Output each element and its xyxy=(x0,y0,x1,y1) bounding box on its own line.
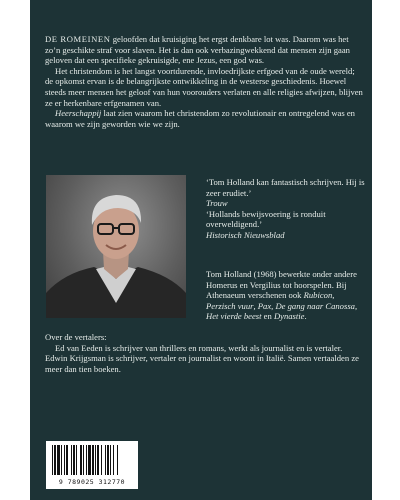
quote-text: ‘Tom Holland kan fantastisch schrijven. Hij is zeer erudiet.’ xyxy=(206,177,365,198)
blurb-paragraph-1 xyxy=(45,34,363,66)
barcode xyxy=(46,441,138,489)
barcode-bars xyxy=(46,441,138,479)
separator: , xyxy=(253,300,258,311)
blurb-p1-text: geloofden dat kruisiging het ergst denkbare lot was. Daarom was het zo’n geschikte straf voor slaven. Het is dan ook verbazingwekkend dat mensen zijn gaan geloven dat een specifieke gekruisigde, ene Jezus, een god was. xyxy=(45,34,350,66)
press-quotes xyxy=(206,177,366,241)
book-title: Dynastie xyxy=(273,311,305,322)
book-title: De gang naar Canossa xyxy=(275,300,355,311)
quote-source: Historisch Nieuwsblad xyxy=(206,229,285,240)
book-title: Pax xyxy=(257,300,272,311)
separator: . xyxy=(304,311,307,322)
blurb xyxy=(45,34,363,129)
author-photo xyxy=(46,175,186,318)
translators-heading: Over de vertalers: xyxy=(45,332,107,342)
blurb-paragraph-2: Het christendom is het langst voortdurende, invloedrijkste erfgoed van de oude wereld; de opkomst ervan is de belangrijkste ontwikkeling in de westerse geschiedenis. Hoewel steeds meer mensen het geloof van hun voorouders verlaten en alle religies afwijzen, blijven ze er herkenbare erfgenamen van. xyxy=(45,65,363,108)
translators-text: Ed van Eeden is schrijver van thrillers en romans, werkt als journalist en is vertaler. Edwin Krijgsman is schrijver, vertaler en journalist en woont in Italië. Samen vertaalden ze meer dan tien boeken. xyxy=(45,342,359,374)
back-cover xyxy=(30,0,372,500)
blurb-lead: DE ROMEINEN xyxy=(45,34,111,44)
book-title: Perzisch vuur xyxy=(206,300,254,311)
blurb-paragraph-3 xyxy=(45,108,363,129)
book-title: Het vierde beest xyxy=(206,311,262,322)
quote-source: Trouw xyxy=(206,198,228,209)
separator: , xyxy=(332,290,335,301)
book-title: Heerschappij xyxy=(55,108,102,119)
isbn-number: 9 789025 312770 xyxy=(58,478,126,486)
blurb-p3-text: laat zien waarom het christendom zo revolutionair en ontregelend was en waarom we zijn geworden wie we zijn. xyxy=(45,108,355,129)
separator: , xyxy=(354,300,358,311)
bio-text: Tom Holland (1968) bewerkte onder andere Homerus en Vergilius tot hoorspelen. Bij Athenaeum verschenen ook xyxy=(206,269,357,301)
book-title: Rubicon xyxy=(303,290,333,301)
quote-text: ‘Hollands bewijsvoering is ronduit overweldigend.’ xyxy=(206,208,326,230)
separator: , xyxy=(271,300,276,311)
translators-section xyxy=(45,332,363,374)
bio-paragraph xyxy=(206,269,366,322)
separator: en xyxy=(261,311,274,322)
author-bio xyxy=(206,269,366,322)
